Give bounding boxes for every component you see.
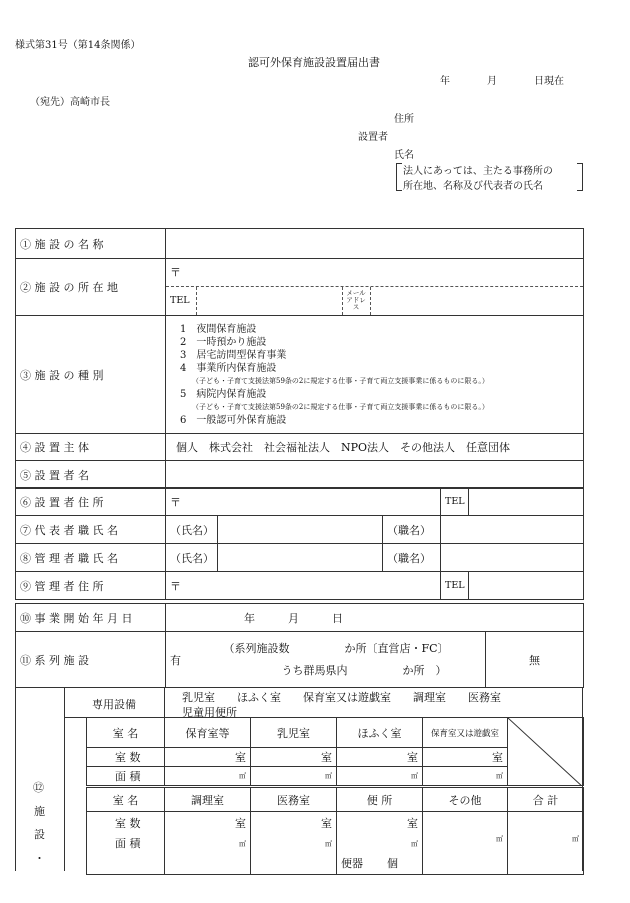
other-values[interactable]	[423, 812, 508, 875]
toilet-fixture-unit: 個	[387, 857, 398, 870]
facility-type-note-5: （子ども・子育て支援法第59条の2に規定する仕事・子育て両立支援事業に係るものに限る。）	[192, 402, 489, 411]
facilities-char-1: 施	[34, 805, 45, 818]
representative-label: ⑦ 代 表 者 職 氏 名	[16, 516, 166, 544]
facility-type-option-5[interactable]: 5 病院内保育施設	[180, 388, 267, 400]
blank-diagonal-cell	[508, 718, 584, 786]
date-affiliates-table	[15, 603, 584, 688]
total-values[interactable]	[508, 812, 584, 875]
tel-label: TEL	[441, 488, 469, 516]
manager-title-field[interactable]	[441, 544, 584, 572]
postal-mark: 〒	[170, 266, 181, 279]
facility-type-note-4: （子ども・子育て支援法第59条の2に規定する仕事・子育て両立支援事業に係るものに限る。）	[192, 376, 489, 385]
kitchen-values[interactable]	[165, 812, 251, 875]
infirmary-count-unit: 室	[321, 817, 332, 830]
infirmary-area-unit: ㎡	[325, 840, 332, 848]
room-area-nursery[interactable]: ㎡	[165, 767, 251, 786]
establisher-label: 設置者	[358, 132, 388, 143]
room-count-crawling[interactable]: 室	[337, 748, 423, 767]
facilities-char-2: 設	[34, 828, 45, 841]
facility-type-option-1[interactable]: 1 夜間保育施設	[180, 323, 257, 335]
establisher-name-label: ⑤ 設 置 者 名	[16, 461, 166, 489]
kitchen-area-unit: ㎡	[239, 840, 246, 848]
room-infant: 乳児室	[251, 718, 337, 748]
mail-label: メール アドレス	[346, 289, 366, 311]
name-tag: （氏名）	[166, 516, 218, 544]
room-total: 合 計	[508, 788, 584, 812]
other-area-unit: ㎡	[496, 835, 503, 843]
facility-location-cell	[166, 259, 584, 316]
room-area-crawling[interactable]: ㎡	[337, 767, 423, 786]
room-nursery: 保育室等	[165, 718, 251, 748]
room-kitchen: 調理室	[165, 788, 251, 812]
tel-label: TEL	[441, 572, 469, 600]
toilet-values[interactable]	[337, 812, 423, 875]
room-area-label: 面 積	[87, 767, 165, 786]
manager-name-field[interactable]	[218, 544, 383, 572]
person-rows-table	[15, 487, 584, 600]
manager-address-label: ⑨ 管 理 者 住 所	[16, 572, 166, 600]
mail-field[interactable]	[371, 287, 571, 315]
establisher-tel-field[interactable]	[469, 488, 584, 516]
room-area-infant[interactable]: ㎡	[251, 767, 337, 786]
establishing-entity-options[interactable]: 個人 株式会社 社会福祉法人 NPO法人 その他法人 任意団体	[166, 434, 584, 461]
room-count-playroom[interactable]: 室	[423, 748, 508, 767]
room-toilet: 便 所	[337, 788, 423, 812]
establisher-name-field[interactable]	[166, 461, 584, 489]
date-day-current: 日現在	[534, 76, 564, 87]
facility-type-option-3[interactable]: 3 居宅訪問型保育事業	[180, 349, 287, 361]
start-date-field[interactable]: 年 月 日	[166, 604, 584, 632]
representative-name-field[interactable]	[218, 516, 383, 544]
name-label: 氏名	[394, 150, 414, 161]
title-tag: （職名）	[383, 516, 441, 544]
affiliate-detail-line1: （系列施設数 か所〔直営店・FC〕	[223, 641, 449, 655]
rooms-table-b	[86, 787, 584, 875]
room-count-label: 室 数	[115, 817, 141, 830]
room-crawling: ほふく室	[337, 718, 423, 748]
name-tag: （氏名）	[166, 544, 218, 572]
corp-note-line2: 所在地、名称及び代表者の氏名	[403, 181, 543, 192]
room-count-nursery[interactable]: 室	[165, 748, 251, 767]
registration-form-table	[15, 228, 584, 489]
toilet-area-unit: ㎡	[411, 840, 418, 848]
manager-address-field[interactable]	[166, 572, 441, 600]
postal-mark: 〒	[170, 495, 181, 509]
establisher-address-label: ⑥ 設 置 者 住 所	[16, 488, 166, 516]
room-count-area-labels	[87, 812, 165, 875]
toilet-count-unit: 室	[407, 817, 418, 830]
facilities-char-3: ・	[34, 852, 45, 865]
kitchen-count-unit: 室	[235, 817, 246, 830]
diagonal-line	[508, 718, 584, 786]
title-tag: （職名）	[383, 544, 441, 572]
facility-name-label: ① 施 設 の 名 称	[16, 229, 166, 259]
facility-type-option-2[interactable]: 2 一時預かり施設	[180, 336, 267, 348]
room-playroom: 保育室又は遊戯室	[423, 718, 508, 748]
room-other: その他	[423, 788, 508, 812]
facility-type-option-4[interactable]: 4 事業所内保育施設	[180, 362, 277, 374]
rooms-table-a	[86, 717, 584, 786]
document-title: 認可外保育施設設置届出書	[248, 56, 380, 69]
bracket-left	[396, 163, 402, 191]
room-area-label: 面 積	[115, 837, 141, 850]
addressee: （宛先）高崎市長	[30, 97, 110, 108]
room-area-playroom[interactable]: ㎡	[423, 767, 508, 786]
corp-note-line1: 法人にあっては、主たる事務所の	[403, 166, 553, 177]
toilet-fixture-label: 便器	[341, 857, 363, 870]
postal-mark: 〒	[170, 579, 181, 593]
facility-postal-field[interactable]	[166, 259, 583, 287]
room-name-header: 室 名	[87, 718, 165, 748]
affiliate-detail-line2: うち群馬県内 か所 ）	[281, 663, 447, 677]
infirmary-values[interactable]	[251, 812, 337, 875]
facility-name-field[interactable]	[166, 229, 584, 259]
establisher-address-field[interactable]	[166, 488, 441, 516]
establishing-entity-label: ④ 設 置 主 体	[16, 434, 166, 461]
room-count-label: 室 数	[87, 748, 165, 767]
affiliate-no[interactable]: 無	[486, 632, 584, 688]
affiliate-label: ⑪ 系 列 施 設	[16, 632, 166, 688]
representative-title-field[interactable]	[441, 516, 584, 544]
facilities-number: ⑫	[33, 781, 44, 794]
dedicated-equipment-label: 専用設備	[92, 698, 136, 711]
date-month: 月	[487, 76, 497, 87]
total-area-unit: ㎡	[572, 835, 579, 843]
room-infirmary: 医務室	[251, 788, 337, 812]
manager-tel-field[interactable]	[469, 572, 584, 600]
tel-field[interactable]	[196, 287, 342, 315]
start-date-label: ⑩ 事 業 開 始 年 月 日	[16, 604, 166, 632]
dedicated-equipment-list[interactable]: 乳児室 ほふく室 保育室又は遊戯室 調理室 医務室	[182, 691, 501, 704]
affiliate-detail[interactable]	[220, 632, 486, 688]
bracket-right	[577, 163, 583, 191]
address-label: 住所	[394, 114, 414, 125]
facility-type-options	[166, 316, 584, 434]
facility-type-label: ③ 施 設 の 種 別	[16, 316, 166, 434]
room-name-header: 室 名	[87, 788, 165, 812]
date-year: 年	[440, 76, 450, 87]
dedicated-equipment-list-2[interactable]: 児童用便所	[182, 706, 237, 719]
form-number: 様式第31号（第14条関係）	[15, 40, 141, 51]
room-count-infant[interactable]: 室	[251, 748, 337, 767]
affiliate-yes[interactable]: 有	[166, 632, 220, 688]
facility-type-option-6[interactable]: 6 一般認可外保育施設	[180, 414, 287, 426]
manager-label: ⑧ 管 理 者 職 氏 名	[16, 544, 166, 572]
tel-label: TEL	[170, 295, 190, 306]
facility-location-label: ② 施 設 の 所 在 地	[16, 259, 166, 316]
